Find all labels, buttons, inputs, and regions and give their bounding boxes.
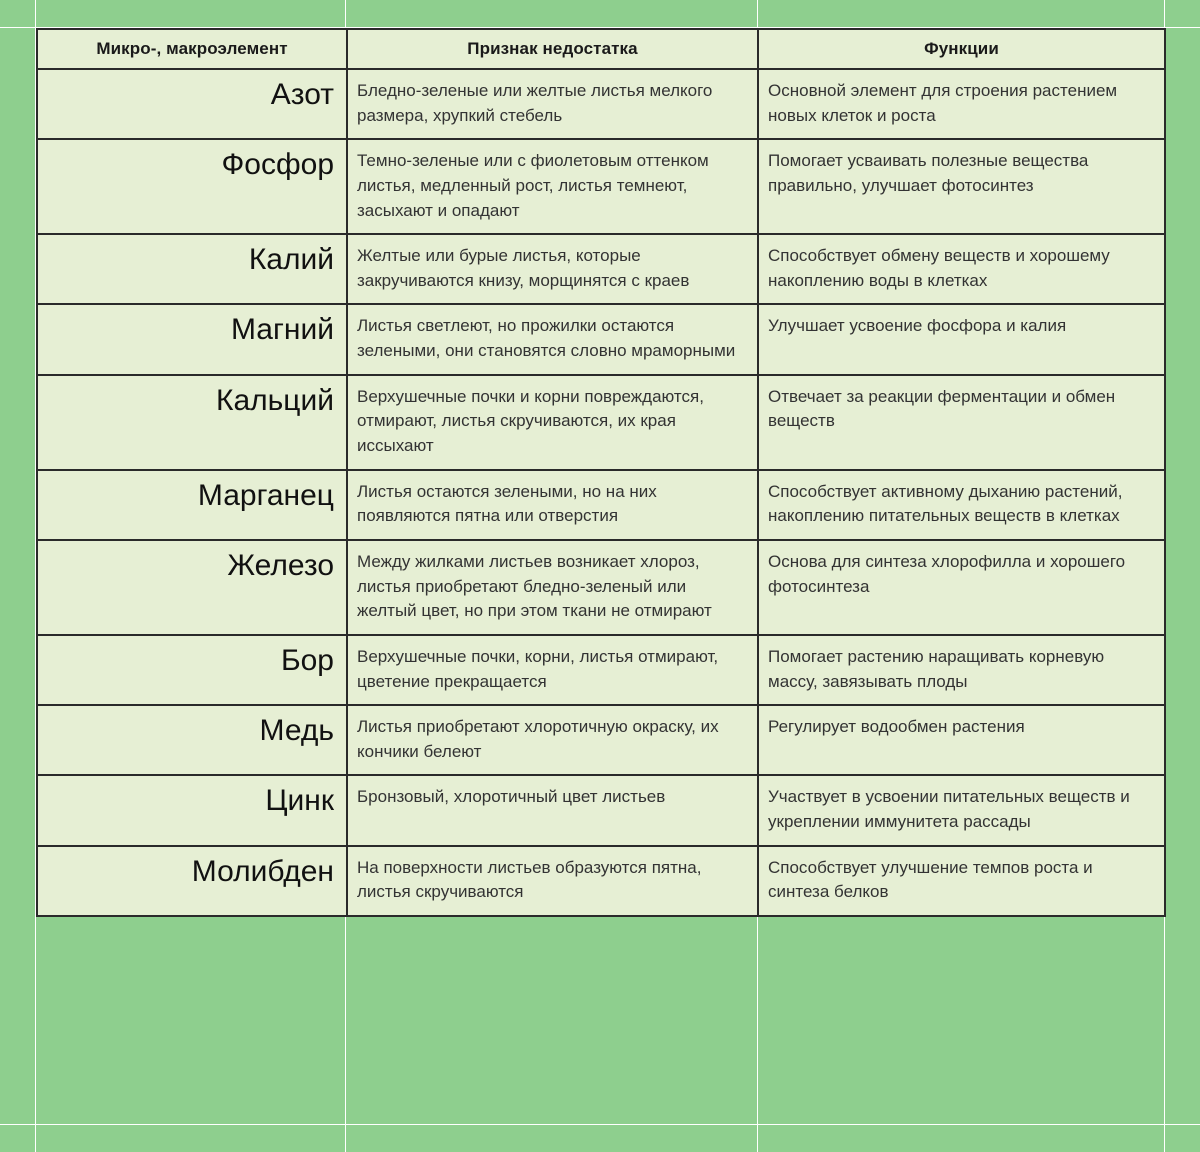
cell-deficiency: Листья светлеют, но прожилки остаются зелеными, они становятся словно мраморными	[347, 304, 758, 374]
cell-deficiency: На поверхности листьев образуются пятна, листья скручиваются	[347, 846, 758, 916]
cell-functions: Отвечает за реакции ферментации и обмен веществ	[758, 375, 1165, 470]
cell-deficiency: Листья остаются зелеными, но на них появляются пятна или отверстия	[347, 470, 758, 540]
cell-functions: Помогает растению наращивать корневую массу, завязывать плоды	[758, 635, 1165, 705]
cell-element: Медь	[37, 705, 347, 775]
cell-element: Кальций	[37, 375, 347, 470]
table-row	[37, 375, 1165, 470]
cell-functions: Способствует обмену веществ и хорошему накоплению воды в клетках	[758, 234, 1165, 304]
cell-functions: Основной элемент для строения растением новых клеток и роста	[758, 69, 1165, 139]
cell-element: Фосфор	[37, 139, 347, 234]
table-body	[37, 69, 1165, 916]
cell-deficiency: Желтые или бурые листья, которые закручиваются книзу, морщинятся с краев	[347, 234, 758, 304]
cell-functions: Основа для синтеза хлорофилла и хорошего фотосинтеза	[758, 540, 1165, 635]
cell-deficiency: Верхушечные почки, корни, листья отмирают, цветение прекращается	[347, 635, 758, 705]
cell-deficiency: Верхушечные почки и корни повреждаются, отмирают, листья скручиваются, их края иссыхают	[347, 375, 758, 470]
table-row	[37, 470, 1165, 540]
cell-element: Марганец	[37, 470, 347, 540]
table-header-row	[37, 29, 1165, 69]
cell-functions: Помогает усваивать полезные вещества правильно, улучшает фотосинтез	[758, 139, 1165, 234]
table-row	[37, 846, 1165, 916]
cell-element: Калий	[37, 234, 347, 304]
cell-functions: Улучшает усвоение фосфора и калия	[758, 304, 1165, 374]
cell-element: Азот	[37, 69, 347, 139]
nutrient-table-container	[36, 28, 1164, 917]
cell-element: Цинк	[37, 775, 347, 845]
column-header-functions: Функции	[758, 29, 1165, 69]
sheet-bottom-strip	[36, 1124, 1164, 1152]
cell-deficiency: Бледно-зеленые или желтые листья мелкого размера, хрупкий стебель	[347, 69, 758, 139]
cell-deficiency: Темно-зеленые или с фиолетовым оттенком листья, медленный рост, листья темнеют, засыхают и опадают	[347, 139, 758, 234]
table-row	[37, 304, 1165, 374]
cell-functions: Способствует активному дыханию растений, накоплению питательных веществ в клетках	[758, 470, 1165, 540]
cell-deficiency: Бронзовый, хлоротичный цвет листьев	[347, 775, 758, 845]
cell-deficiency: Между жилками листьев возникает хлороз, листья приобретают бледно-зеленый или желтый цвет, но при этом ткани не отмирают	[347, 540, 758, 635]
nutrient-table	[36, 28, 1166, 917]
table-row	[37, 540, 1165, 635]
cell-element: Молибден	[37, 846, 347, 916]
table-row	[37, 69, 1165, 139]
cell-element: Бор	[37, 635, 347, 705]
cell-functions: Регулирует водообмен растения	[758, 705, 1165, 775]
column-header-element: Микро-, макроэлемент	[37, 29, 347, 69]
table-row	[37, 775, 1165, 845]
table-row	[37, 139, 1165, 234]
cell-element: Магний	[37, 304, 347, 374]
cell-element: Железо	[37, 540, 347, 635]
cell-functions: Способствует улучшение темпов роста и синтеза белков	[758, 846, 1165, 916]
cell-functions: Участвует в усвоении питательных веществ и укреплении иммунитета рассады	[758, 775, 1165, 845]
table-row	[37, 234, 1165, 304]
table-row	[37, 635, 1165, 705]
table-row	[37, 705, 1165, 775]
column-header-deficiency: Признак недостатка	[347, 29, 758, 69]
cell-deficiency: Листья приобретают хлоротичную окраску, их кончики белеют	[347, 705, 758, 775]
